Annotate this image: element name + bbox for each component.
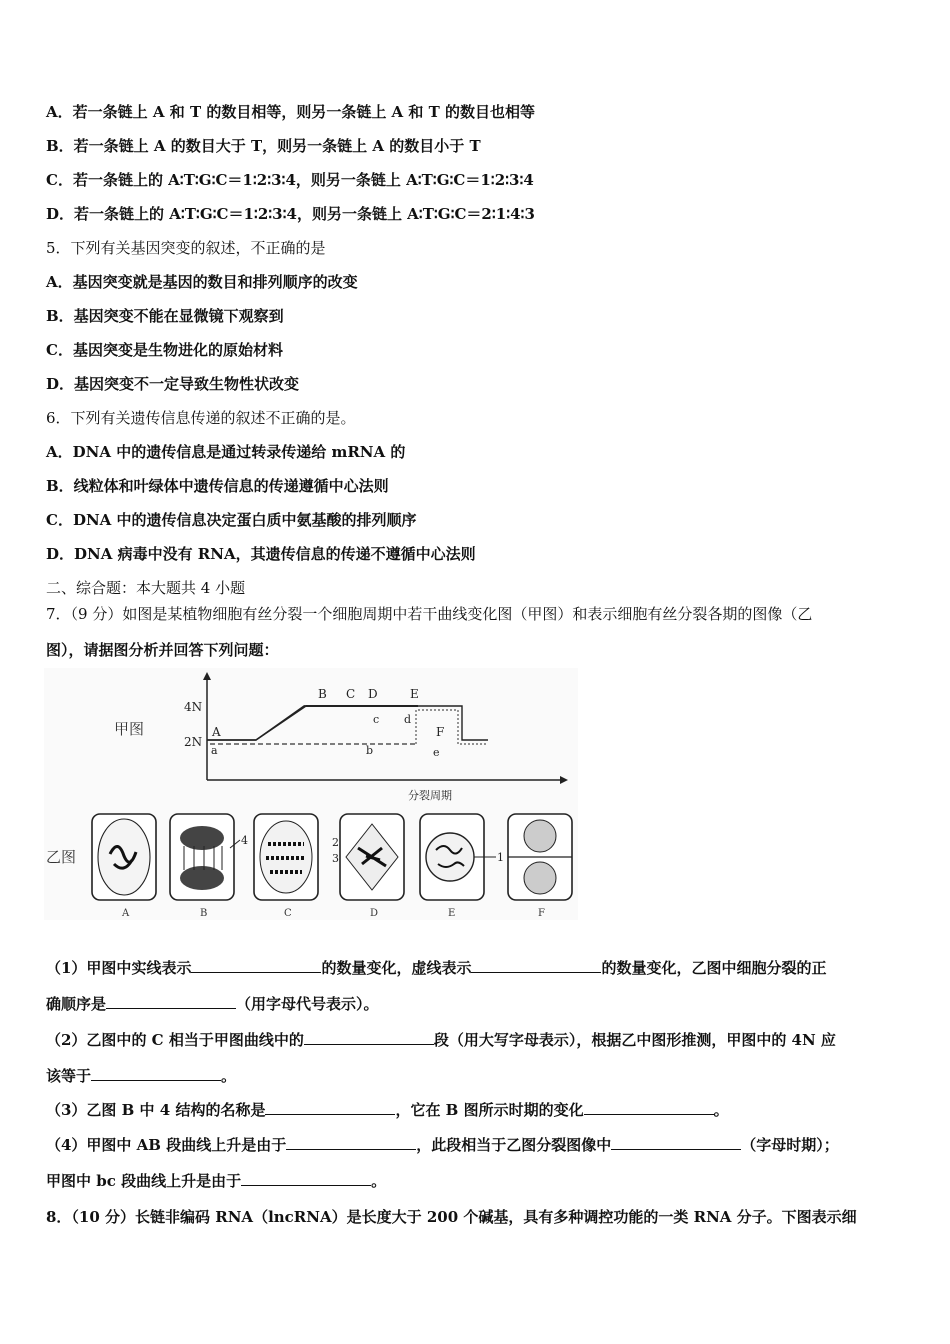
q5-option-a: A．基因突变就是基因的数目和排列顺序的改变 <box>46 273 358 291</box>
q6-option-d: D．DNA 病毒中没有 RNA，其遗传信息的传递不遵循中心法则 <box>46 545 476 563</box>
label-D: D <box>368 687 378 701</box>
y-label-4n: 4N <box>184 700 203 714</box>
answer-blank[interactable] <box>91 1066 221 1081</box>
q7-part2-line2: 该等于 。 <box>46 1067 237 1085</box>
cell-label-C: C <box>284 908 292 919</box>
q6-option-b: B．线粒体和叶绿体中遗传信息的传递遵循中心法则 <box>46 477 389 495</box>
answer-blank[interactable] <box>191 958 321 973</box>
yi-label: 乙图 <box>46 848 77 866</box>
cell-label-D: D <box>370 908 379 919</box>
label-B: B <box>318 687 327 701</box>
answer-blank[interactable] <box>286 1135 416 1150</box>
q7-part4-line1: （4）甲图中 AB 段曲线上升是由于 ，此段相当于乙图分裂图像中 （字母时期）； <box>46 1136 839 1154</box>
q7-part3: （3）乙图 B 中 4 结构的名称是 ，它在 B 图所示时期的变化 。 <box>46 1101 729 1119</box>
cell-A <box>92 814 156 900</box>
cell-F <box>508 814 572 900</box>
label-b: b <box>366 744 374 757</box>
section-heading: 二、综合题：本大题共 4 小题 <box>46 579 246 597</box>
answer-blank[interactable] <box>304 1030 434 1045</box>
q4-option-d: D．若一条链上的 A∶T∶G∶C＝1∶2∶3∶4，则另一条链上 A∶T∶G∶C＝2∶1∶4∶3 <box>46 205 535 223</box>
label-c: c <box>373 713 380 726</box>
answer-blank[interactable] <box>584 1100 714 1115</box>
cell-label-E: E <box>448 908 456 919</box>
y-label-2n: 2N <box>184 735 203 749</box>
marker-4: 4 <box>241 834 248 847</box>
q8-stem: 8．（10 分）长链非编码 RNA（lncRNA）是长度大于 200 个碱基，具有多种调控功能的一类 RNA 分子。下图表示细 <box>46 1208 857 1226</box>
marker-1: 1 <box>497 851 504 864</box>
q6-option-a: A．DNA 中的遗传信息是通过转录传递给 mRNA 的 <box>46 443 406 461</box>
cell-label-A: A <box>122 908 130 919</box>
label-C: C <box>346 687 356 701</box>
label-e: e <box>433 746 440 759</box>
q7-stem-line2: 图），请据图分析并回答下列问题： <box>46 641 279 659</box>
label-E: E <box>410 687 419 701</box>
q7-part1-line1: （1）甲图中实线表示 的数量变化，虚线表示 的数量变化，乙图中细胞分裂的正 <box>46 959 827 977</box>
q5-stem: 5．下列有关基因突变的叙述，不正确的是 <box>46 239 326 257</box>
q7-figure <box>44 668 578 920</box>
cell-label-B: B <box>200 908 208 919</box>
q4-option-c: C．若一条链上的 A∶T∶G∶C＝1∶2∶3∶4，则另一条链上 A∶T∶G∶C＝1∶2∶3∶4 <box>46 171 534 189</box>
x-axis-label: 分裂周期 <box>408 789 452 802</box>
answer-blank[interactable] <box>106 994 236 1009</box>
cell-label-F: F <box>538 908 545 919</box>
label-d: d <box>404 713 412 726</box>
marker-3: 3 <box>332 852 339 865</box>
q7-part4-line2: 甲图中 bc 段曲线上升是由于 。 <box>46 1172 387 1190</box>
label-a: a <box>211 744 218 757</box>
q7-stem-line1: 7．（9 分）如图是某植物细胞有丝分裂一个细胞周期中若干曲线变化图（甲图）和表示细胞有丝分裂各期的图像（乙 <box>46 605 813 623</box>
cell-D <box>332 814 404 900</box>
cell-C <box>254 814 318 900</box>
jia-label: 甲图 <box>114 720 145 738</box>
label-A: A <box>212 725 221 739</box>
label-F: F <box>436 725 445 739</box>
q7-part2-line1: （2）乙图中的 C 相当于甲图曲线中的 段（用大写字母表示），根据乙中图形推测，甲图中的 4N 应 <box>46 1031 836 1049</box>
q4-option-a: A．若一条链上 A 和 T 的数目相等，则另一条链上 A 和 T 的数目也相等 <box>46 103 536 121</box>
q5-option-d: D．基因突变不一定导致生物性状改变 <box>46 375 300 393</box>
q4-option-b: B．若一条链上 A 的数目大于 T，则另一条链上 A 的数目小于 T <box>46 137 481 155</box>
q5-option-b: B．基因突变不能在显微镜下观察到 <box>46 307 284 325</box>
answer-blank[interactable] <box>611 1135 741 1150</box>
q6-option-c: C．DNA 中的遗传信息决定蛋白质中氨基酸的排列顺序 <box>46 511 417 529</box>
answer-blank[interactable] <box>265 1100 395 1115</box>
q5-option-c: C．基因突变是生物进化的原始材料 <box>46 341 283 359</box>
answer-blank[interactable] <box>471 958 601 973</box>
marker-2: 2 <box>332 836 339 849</box>
q7-part1-line2: 确顺序是 （用字母代号表示）。 <box>46 995 379 1013</box>
answer-blank[interactable] <box>241 1171 371 1186</box>
q6-stem: 6．下列有关遗传信息传递的叙述不正确的是。 <box>46 409 356 427</box>
